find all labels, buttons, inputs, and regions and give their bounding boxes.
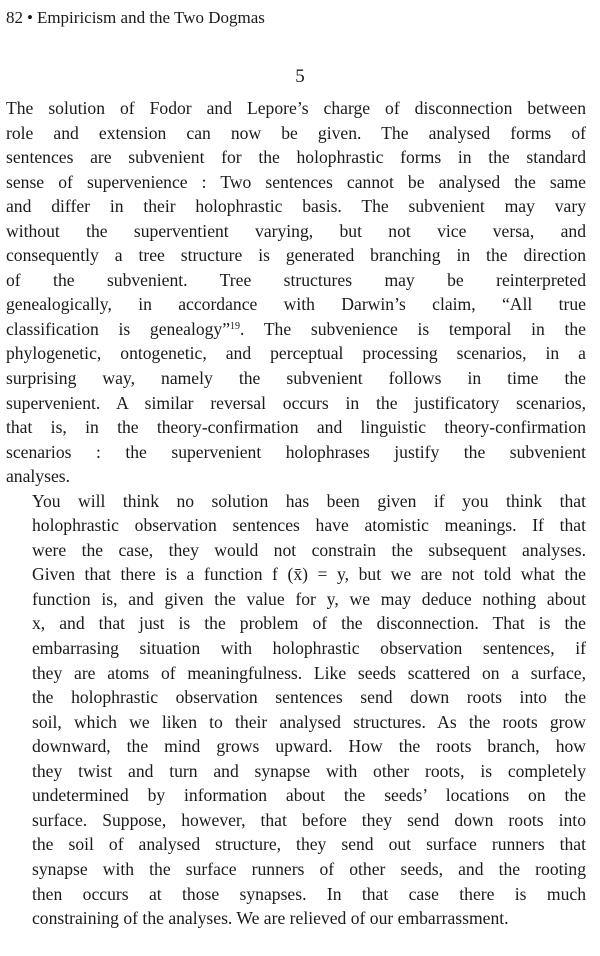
text-line bbox=[6, 170, 586, 195]
text-line bbox=[6, 440, 586, 465]
text-line bbox=[6, 366, 586, 391]
text-line-content: synapse with the surface runners of other seeds, and the rooting bbox=[32, 858, 586, 879]
text-line-content: analyses. bbox=[6, 466, 71, 487]
text-line-content: genealogically, in accordance with Darwin’s claim, “All true bbox=[6, 294, 586, 315]
text-line-content: soil, which we liken to their analysed structures. As the roots grow bbox=[32, 711, 586, 732]
text-line-content: role and extension can now be given. The analysed forms of bbox=[6, 122, 586, 143]
text-line bbox=[6, 391, 586, 416]
text-line bbox=[6, 415, 586, 440]
text-line bbox=[6, 268, 586, 293]
text-line-content: x, and that just is the problem of the disconnection. That is the bbox=[32, 613, 586, 634]
text-line-content: sense of supervenience : Two sentences cannot be analysed the same bbox=[6, 171, 586, 192]
running-title: Empiricism and the Two Dogmas bbox=[36, 8, 265, 27]
body-text bbox=[6, 96, 586, 931]
text-line bbox=[6, 562, 586, 587]
text-line-content: consequently a tree structure is generated branching in the direction bbox=[6, 245, 586, 266]
text-line bbox=[6, 882, 586, 907]
text-line bbox=[6, 587, 586, 612]
text-line bbox=[6, 464, 586, 489]
text-line-content: scenarios : the supervenient holophrases justify the subvenient bbox=[6, 441, 586, 462]
text-line-content: surface. Suppose, however, that before they send down roots into bbox=[32, 809, 586, 830]
running-head bbox=[6, 8, 265, 28]
text-line-content: they are atoms of meaningfulness. Like seeds scattered on a surface, bbox=[32, 662, 586, 683]
text-line-content: downward, the mind grows upward. How the roots branch, how bbox=[32, 736, 586, 757]
text-line-content: and differ in their holophrastic basis. The subvenient may vary bbox=[6, 196, 586, 217]
text-line-content: supervenient. A similar reversal occurs in the justificatory scenarios, bbox=[6, 392, 586, 413]
text-line-content: that is, in the theory-confirmation and linguistic theory-confirmation bbox=[6, 417, 586, 438]
text-line bbox=[6, 489, 586, 514]
text-line bbox=[6, 513, 586, 538]
text-line-content: were the case, they would not constrain the subsequent analyses. bbox=[32, 539, 586, 560]
text-line bbox=[6, 906, 586, 931]
text-line-content: without the superventient varying, but not vice versa, and bbox=[6, 220, 586, 241]
text-line bbox=[6, 121, 586, 146]
text-line-content: of the subvenient. Tree structures may be reinterpreted bbox=[6, 269, 586, 290]
text-line-content: embarrasing situation with holophrastic observation sentences, if bbox=[32, 638, 586, 659]
text-line-content: then occurs at those synapses. In that case there is much bbox=[32, 883, 586, 904]
text-line-content: constraining of the analyses. We are relieved of our embarrassment. bbox=[32, 908, 509, 929]
text-line-content: You will think no solution has been given if you think that bbox=[32, 490, 586, 511]
text-line-content: The solution of Fodor and Lepore’s charge of disconnection between bbox=[6, 98, 586, 118]
text-line bbox=[6, 538, 586, 563]
text-line-content: the soil of analysed structure, they send out surface runners that bbox=[32, 834, 586, 855]
text-line bbox=[6, 832, 586, 857]
text-line bbox=[6, 292, 586, 317]
text-line bbox=[6, 96, 586, 121]
text-line-content: undetermined by information about the seeds’ locations on the bbox=[32, 785, 586, 806]
text-line bbox=[6, 734, 586, 759]
text-line bbox=[6, 219, 586, 244]
text-line-content: classification is genealogy” bbox=[6, 318, 231, 339]
paragraph-2 bbox=[6, 489, 586, 931]
text-line bbox=[6, 685, 586, 710]
text-line-content: the holophrastic observation sentences send down roots into the bbox=[32, 687, 586, 708]
text-line bbox=[6, 808, 586, 833]
text-line bbox=[6, 857, 586, 882]
text-line bbox=[6, 636, 586, 661]
text-line-content: function is, and given the value for y, we may deduce nothing about bbox=[32, 588, 586, 609]
paragraph-1 bbox=[6, 96, 586, 489]
text-line-content: surprising way, namely the subvenient follows in time the bbox=[6, 368, 586, 389]
text-line-content: holophrastic observation sentences have atomistic meanings. If that bbox=[32, 515, 586, 536]
text-line-content: they twist and turn and synapse with other roots, is completely bbox=[32, 760, 586, 781]
footnote-reference: 19 bbox=[230, 320, 241, 332]
text-line bbox=[6, 194, 586, 219]
text-line bbox=[6, 759, 586, 784]
text-line bbox=[6, 710, 586, 735]
text-line-content: . The subvenience is temporal in the bbox=[240, 318, 586, 339]
text-line bbox=[6, 611, 586, 636]
section-number: 5 bbox=[295, 66, 305, 87]
header-separator: • bbox=[27, 8, 33, 27]
page-number: 82 bbox=[6, 8, 23, 27]
text-line bbox=[6, 243, 586, 268]
text-line bbox=[6, 317, 586, 342]
text-line-content: sentences are subvenient for the holophrastic forms in the standard bbox=[6, 147, 586, 168]
text-line-content: phylogenetic, ontogenetic, and perceptual processing scenarios, in a bbox=[6, 343, 586, 364]
text-line bbox=[6, 341, 586, 366]
text-line-content: Given that there is a function f (x̄) = y, but we are not told what the bbox=[32, 564, 586, 585]
text-line bbox=[6, 661, 586, 686]
text-line bbox=[6, 783, 586, 808]
text-line bbox=[6, 145, 586, 170]
